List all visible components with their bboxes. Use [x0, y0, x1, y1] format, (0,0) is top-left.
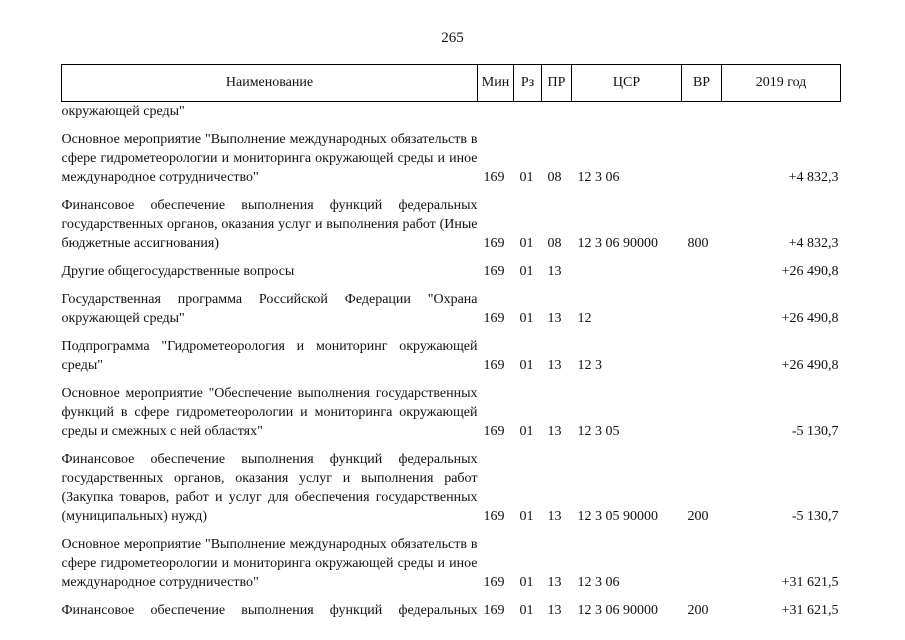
row-name: Государственная программа Российской Федерации "Охрана окружающей среды" — [61, 292, 478, 326]
row-min — [478, 102, 514, 122]
row-pr: 08 — [547, 236, 562, 251]
row-pr: 13 — [547, 264, 562, 279]
header-min: Мин — [478, 65, 514, 102]
row-rz: 01 — [519, 358, 534, 373]
row-vr — [682, 121, 722, 187]
row-min: 169 — [483, 170, 505, 185]
row-amount: +4 832,3 — [788, 236, 839, 251]
row-pr: 13 — [547, 603, 562, 618]
table-row — [62, 102, 841, 122]
row-min: 169 — [483, 264, 505, 279]
row-csr: 12 3 06 — [577, 170, 620, 185]
row-vr: 200 — [687, 603, 709, 618]
table-row — [62, 121, 841, 187]
row-rz: 01 — [519, 424, 534, 439]
row-amount: -5 130,7 — [791, 424, 839, 439]
table-header — [62, 65, 841, 102]
row-amount: +31 621,5 — [781, 575, 839, 590]
table-row — [62, 526, 841, 592]
row-pr: 13 — [547, 311, 562, 326]
row-vr — [682, 253, 722, 281]
header-vr: ВР — [682, 65, 722, 102]
header-csr: ЦСР — [572, 65, 682, 102]
table-row — [62, 328, 841, 375]
row-rz: 01 — [519, 509, 534, 524]
header-rz: Рз — [514, 65, 542, 102]
row-name: Другие общегосударственные вопросы — [61, 264, 295, 279]
row-pr: 13 — [547, 575, 562, 590]
row-pr: 13 — [547, 358, 562, 373]
row-amount: +26 490,8 — [781, 311, 839, 326]
table-row — [62, 375, 841, 441]
table-row — [62, 592, 841, 620]
row-vr — [682, 102, 722, 122]
row-name: Основное мероприятие "Выполнение международных обязательств в сфере гидрометеорологии и мониторинга окружающей среды и иное международное сотрудничество" — [61, 132, 478, 185]
row-pr: 13 — [547, 509, 562, 524]
table-body — [62, 102, 841, 621]
row-rz: 01 — [519, 236, 534, 251]
table-row — [62, 441, 841, 526]
row-name: Подпрограмма "Гидрометеорология и мониторинг окружающей среды" — [61, 339, 478, 373]
row-rz: 01 — [519, 575, 534, 590]
row-amount — [722, 102, 841, 122]
row-pr: 13 — [547, 424, 562, 439]
row-csr: 12 3 06 90000 — [577, 603, 658, 618]
row-name: Финансовое обеспечение выполнения функций федеральных государственных органов, оказания услуг и выполнения работ (Иные бюджетные ассигнования) — [61, 198, 478, 251]
row-csr: 12 3 05 90000 — [577, 509, 658, 524]
row-vr — [682, 281, 722, 328]
row-min: 169 — [483, 358, 505, 373]
row-vr: 200 — [687, 509, 709, 524]
table-row — [62, 253, 841, 281]
row-pr: 08 — [547, 170, 562, 185]
row-name: окружающей среды" — [61, 104, 185, 119]
row-name: Основное мероприятие "Выполнение международных обязательств в сфере гидрометеорологии и мониторинга окружающей среды и иное международное сотрудничество" — [61, 537, 478, 590]
row-rz: 01 — [519, 264, 534, 279]
row-rz — [514, 102, 542, 122]
row-pr — [542, 102, 572, 122]
row-csr: 12 3 06 90000 — [577, 236, 658, 251]
row-vr — [682, 375, 722, 441]
row-rz: 01 — [519, 603, 534, 618]
row-rz: 01 — [519, 311, 534, 326]
row-csr: 12 3 05 — [577, 424, 620, 439]
row-csr — [572, 253, 682, 281]
row-csr: 12 3 — [577, 358, 602, 373]
row-rz: 01 — [519, 170, 534, 185]
row-min: 169 — [483, 424, 505, 439]
row-name: Финансовое обеспечение выполнения функций федеральных государственных органов, оказания услуг и выполнения работ (Закупка товаров, работ и услуг для обеспечения государственных (муниципальных) нужд) — [61, 452, 478, 524]
header-year: 2019 год — [722, 65, 841, 102]
row-csr — [572, 102, 682, 122]
row-csr: 12 3 06 — [577, 575, 620, 590]
row-min: 169 — [483, 509, 505, 524]
row-amount: +26 490,8 — [781, 358, 839, 373]
row-amount: -5 130,7 — [791, 509, 839, 524]
page-number: 265 — [441, 30, 464, 46]
header-name: Наименование — [62, 65, 478, 102]
budget-table — [61, 64, 841, 620]
header-pr: ПР — [542, 65, 572, 102]
row-amount: +31 621,5 — [781, 603, 839, 618]
row-vr — [682, 526, 722, 592]
row-amount: +26 490,8 — [781, 264, 839, 279]
row-min: 169 — [483, 575, 505, 590]
row-vr: 800 — [687, 236, 709, 251]
table-row — [62, 187, 841, 253]
row-vr — [682, 328, 722, 375]
row-min: 169 — [483, 603, 505, 618]
row-min: 169 — [483, 236, 505, 251]
row-csr: 12 — [577, 311, 592, 326]
row-min: 169 — [483, 311, 505, 326]
row-name: Финансовое обеспечение выполнения функций федеральных — [61, 603, 478, 618]
row-amount: +4 832,3 — [788, 170, 839, 185]
row-name: Основное мероприятие "Обеспечение выполнения государственных функций в сфере гидрометеорологии и мониторинга окружающей среды и смежных с ней областях" — [61, 386, 478, 439]
table-row — [62, 281, 841, 328]
